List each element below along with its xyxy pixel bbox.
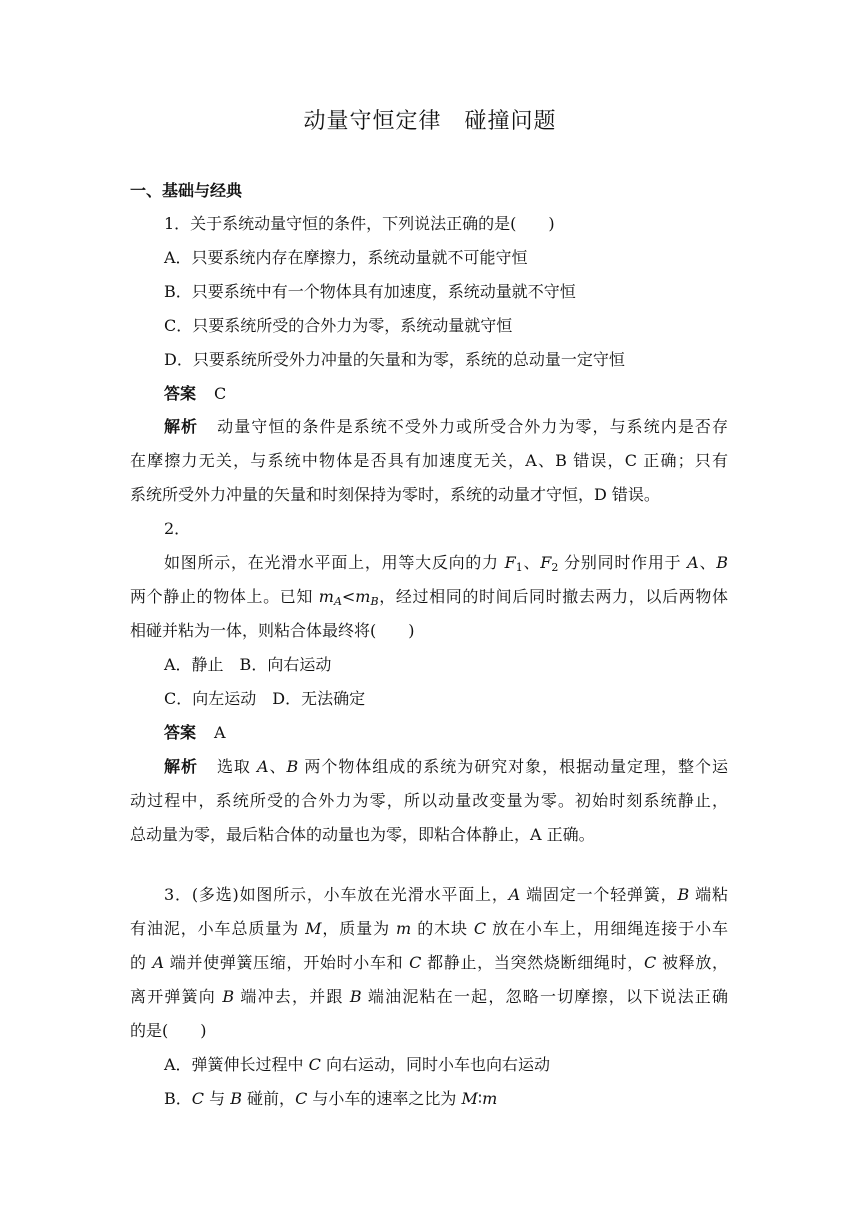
sub-a: A xyxy=(333,595,342,608)
var-c: C xyxy=(295,1089,308,1108)
q3-stem-line-5: 的是( ) xyxy=(130,1021,207,1040)
q3-option-b xyxy=(164,1088,497,1110)
text: 3．(多选)如图所示，小车放在光滑水平面上， xyxy=(164,885,509,904)
text: 端冲去，并跟 xyxy=(234,987,350,1006)
text: B． xyxy=(164,1089,192,1108)
var-c: C xyxy=(409,953,422,972)
var-c: C xyxy=(643,953,657,972)
text: 、 xyxy=(698,553,717,572)
text: 离开弹簧向 xyxy=(130,987,223,1006)
q3-stem-line-4 xyxy=(130,986,728,1008)
text: 分别同时作用于 xyxy=(558,553,688,572)
text: 、 xyxy=(522,553,541,572)
var-c: C xyxy=(191,1089,205,1108)
q1-option-d: D．只要系统所受外力冲量的矢量和为零，系统的总动量一定守恒 xyxy=(164,350,625,369)
answer-label: 答案 xyxy=(164,384,197,403)
q2-stem-line-2 xyxy=(130,586,728,608)
text: ，质量为 xyxy=(321,919,397,938)
answer-value: C xyxy=(214,384,227,403)
q3-option-a xyxy=(164,1054,550,1076)
q2-analysis-line-3: 总动量为零，最后粘合体的动量也为零，即粘合体静止，A 正确。 xyxy=(130,825,595,844)
var-b: B xyxy=(286,757,299,776)
q2-analysis-line-2: 动过程中，系统所受的合外力为零，所以动量改变量为零。初始时刻系统静止， xyxy=(130,791,728,810)
text: 与小车的速率之比为 xyxy=(307,1089,462,1108)
var-m: m xyxy=(318,587,334,606)
q3-stem-line-3 xyxy=(130,952,728,974)
var-big-m: M xyxy=(305,919,322,938)
text: ，经过相同的时间后同时撤去两力，以后两物体 xyxy=(378,587,728,606)
section-heading: 一、基础与经典 xyxy=(130,181,243,200)
sub: 1 xyxy=(515,561,523,574)
var-a: A xyxy=(257,757,269,776)
var-b: B xyxy=(349,987,362,1006)
q1-answer xyxy=(164,383,226,405)
var-b: B xyxy=(677,885,690,904)
text: A．弹簧伸长过程中 xyxy=(164,1055,309,1074)
text: 端固定一个轻弹簧， xyxy=(520,885,678,904)
q2-stem-line-3: 相碰并粘为一体，则粘合体最终将( ) xyxy=(130,621,415,640)
q1-analysis-line-2: 在摩擦力无关，与系统中物体是否具有加速度无关，A、B 错误，C 正确；只有 xyxy=(130,451,728,470)
q2-answer xyxy=(164,722,226,744)
q3-stem-line-1 xyxy=(164,884,728,906)
text: 与 xyxy=(204,1089,231,1108)
q1-analysis-line-3: 系统所受外力冲量的矢量和时刻保持为零时，系统的动量才守恒，D 错误。 xyxy=(130,485,660,504)
text: < xyxy=(341,587,356,606)
text: 的木块 xyxy=(411,919,474,938)
q1-stem: 1．关于系统动量守恒的条件，下列说法正确的是( ) xyxy=(164,214,555,233)
q2-options-ab: A．静止 B．向右运动 xyxy=(164,655,332,674)
text: 碰前， xyxy=(241,1089,296,1108)
q2-number: 2． xyxy=(164,519,191,538)
var-big-m: M xyxy=(461,1089,478,1108)
q2-options-cd: C．向左运动 D．无法确定 xyxy=(164,689,366,708)
text: 放在小车上，用细绳连接于小车 xyxy=(486,919,728,938)
sub-b: B xyxy=(370,595,379,608)
text: 的 xyxy=(130,953,153,972)
text: 被释放， xyxy=(656,953,728,972)
text: 两个静止的物体上。已知 xyxy=(130,587,319,606)
text: 如图所示，在光滑水平面上，用等大反向的力 xyxy=(164,553,505,572)
text: 选取 xyxy=(215,757,257,776)
page-title: 动量守恒定律 碰撞问题 xyxy=(303,109,557,134)
text: 端油泥粘在一起，忽略一切摩擦，以下说法正确 xyxy=(361,987,728,1006)
var-a: A xyxy=(687,553,699,572)
q1-option-b: B．只要系统中有一个物体具有加速度，系统动量就不守恒 xyxy=(164,282,576,301)
var-b: B xyxy=(716,553,728,572)
q1-option-c: C．只要系统所受的合外力为零，系统动量就守恒 xyxy=(164,316,513,335)
var-m: m xyxy=(396,919,412,938)
var-m: m xyxy=(482,1089,498,1108)
analysis-text: 动量守恒的条件是系统不受外力或所受合外力为零，与系统内是否存 xyxy=(216,417,728,436)
analysis-label: 解析 xyxy=(164,757,198,776)
text: 两个物体组成的系统为研究对象，根据动量定理，整个运 xyxy=(298,757,728,776)
sub: 2 xyxy=(551,561,559,574)
var-f: F xyxy=(504,553,516,572)
q1-option-a: A．只要系统内存在摩擦力，系统动量就不可能守恒 xyxy=(164,248,528,267)
answer-label: 答案 xyxy=(164,723,197,742)
ratio-sign: ∶ xyxy=(477,1089,483,1108)
var-a: A xyxy=(152,953,165,972)
var-f: F xyxy=(540,553,552,572)
text: 有油泥，小车总质量为 xyxy=(130,919,306,938)
q1-analysis-line-1 xyxy=(164,416,728,438)
answer-value: A xyxy=(214,723,226,742)
var-c: C xyxy=(473,919,487,938)
text: 端粘 xyxy=(689,885,729,904)
text: 都静止，当突然烧断细绳时， xyxy=(421,953,644,972)
var-b: B xyxy=(230,1089,242,1108)
var-c: C xyxy=(308,1055,321,1074)
q2-analysis-line-1 xyxy=(164,756,728,778)
var-b: B xyxy=(222,987,235,1006)
text: 端并使弹簧压缩，开始时小车和 xyxy=(164,953,410,972)
q2-stem-line-1 xyxy=(164,552,728,574)
analysis-label: 解析 xyxy=(164,417,199,436)
q3-stem-line-2 xyxy=(130,918,728,940)
text: 向右运动，同时小车也向右运动 xyxy=(320,1055,550,1074)
var-m: m xyxy=(355,587,371,606)
text: 、 xyxy=(268,757,287,776)
var-a: A xyxy=(508,885,521,904)
